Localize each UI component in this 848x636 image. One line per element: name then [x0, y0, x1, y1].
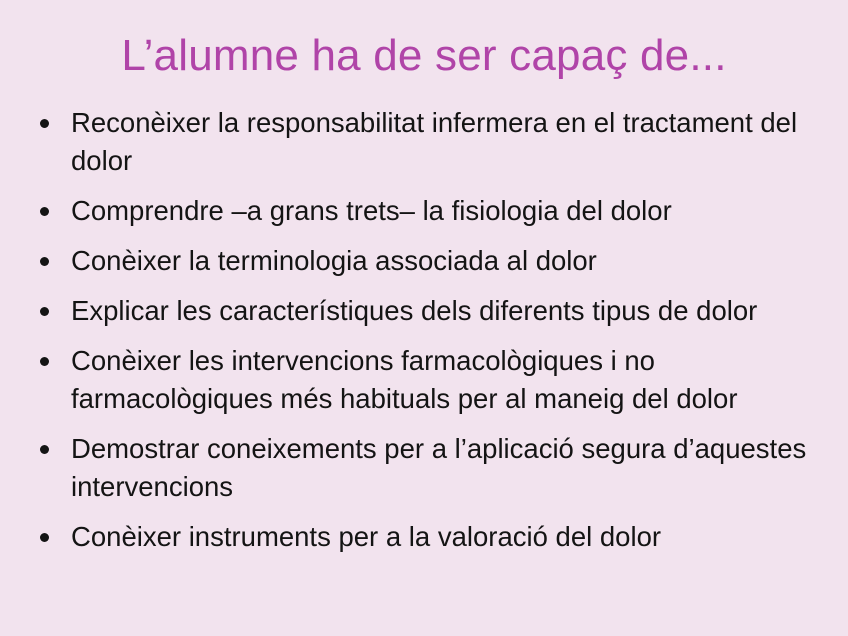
bullet-list [38, 104, 828, 568]
bullet-item [38, 342, 828, 418]
bullet-dot-icon [40, 207, 49, 216]
bullet-text: Conèixer la terminologia associada al dolor [71, 245, 597, 276]
slide-title: L’alumne ha de ser capaç de... [121, 31, 727, 80]
bullet-text: Conèixer les intervencions farmacològiques i no farmacològiques més habituals per al maneig del dolor [71, 345, 738, 414]
bullet-dot-icon [40, 119, 49, 128]
bullet-item [38, 242, 828, 280]
bullet-text: Conèixer instruments per a la valoració del dolor [71, 521, 662, 552]
bullet-item [38, 518, 828, 556]
bullet-text: Demostrar coneixements per a l’aplicació segura d’aquestes intervencions [71, 433, 807, 502]
bullet-item [38, 292, 828, 330]
bullet-text: Reconèixer la responsabilitat infermera en el tractament del dolor [71, 107, 798, 176]
bullet-dot-icon [40, 257, 49, 266]
bullet-text: Explicar les característiques dels diferents tipus de dolor [71, 295, 758, 326]
bullet-dot-icon [40, 307, 49, 316]
bullet-text: Comprendre –a grans trets– la fisiologia del dolor [71, 195, 672, 226]
bullet-dot-icon [40, 533, 49, 542]
bullet-item [38, 192, 828, 230]
bullet-dot-icon [40, 357, 49, 366]
bullet-item [38, 430, 828, 506]
bullet-item [38, 104, 828, 180]
bullet-dot-icon [40, 445, 49, 454]
